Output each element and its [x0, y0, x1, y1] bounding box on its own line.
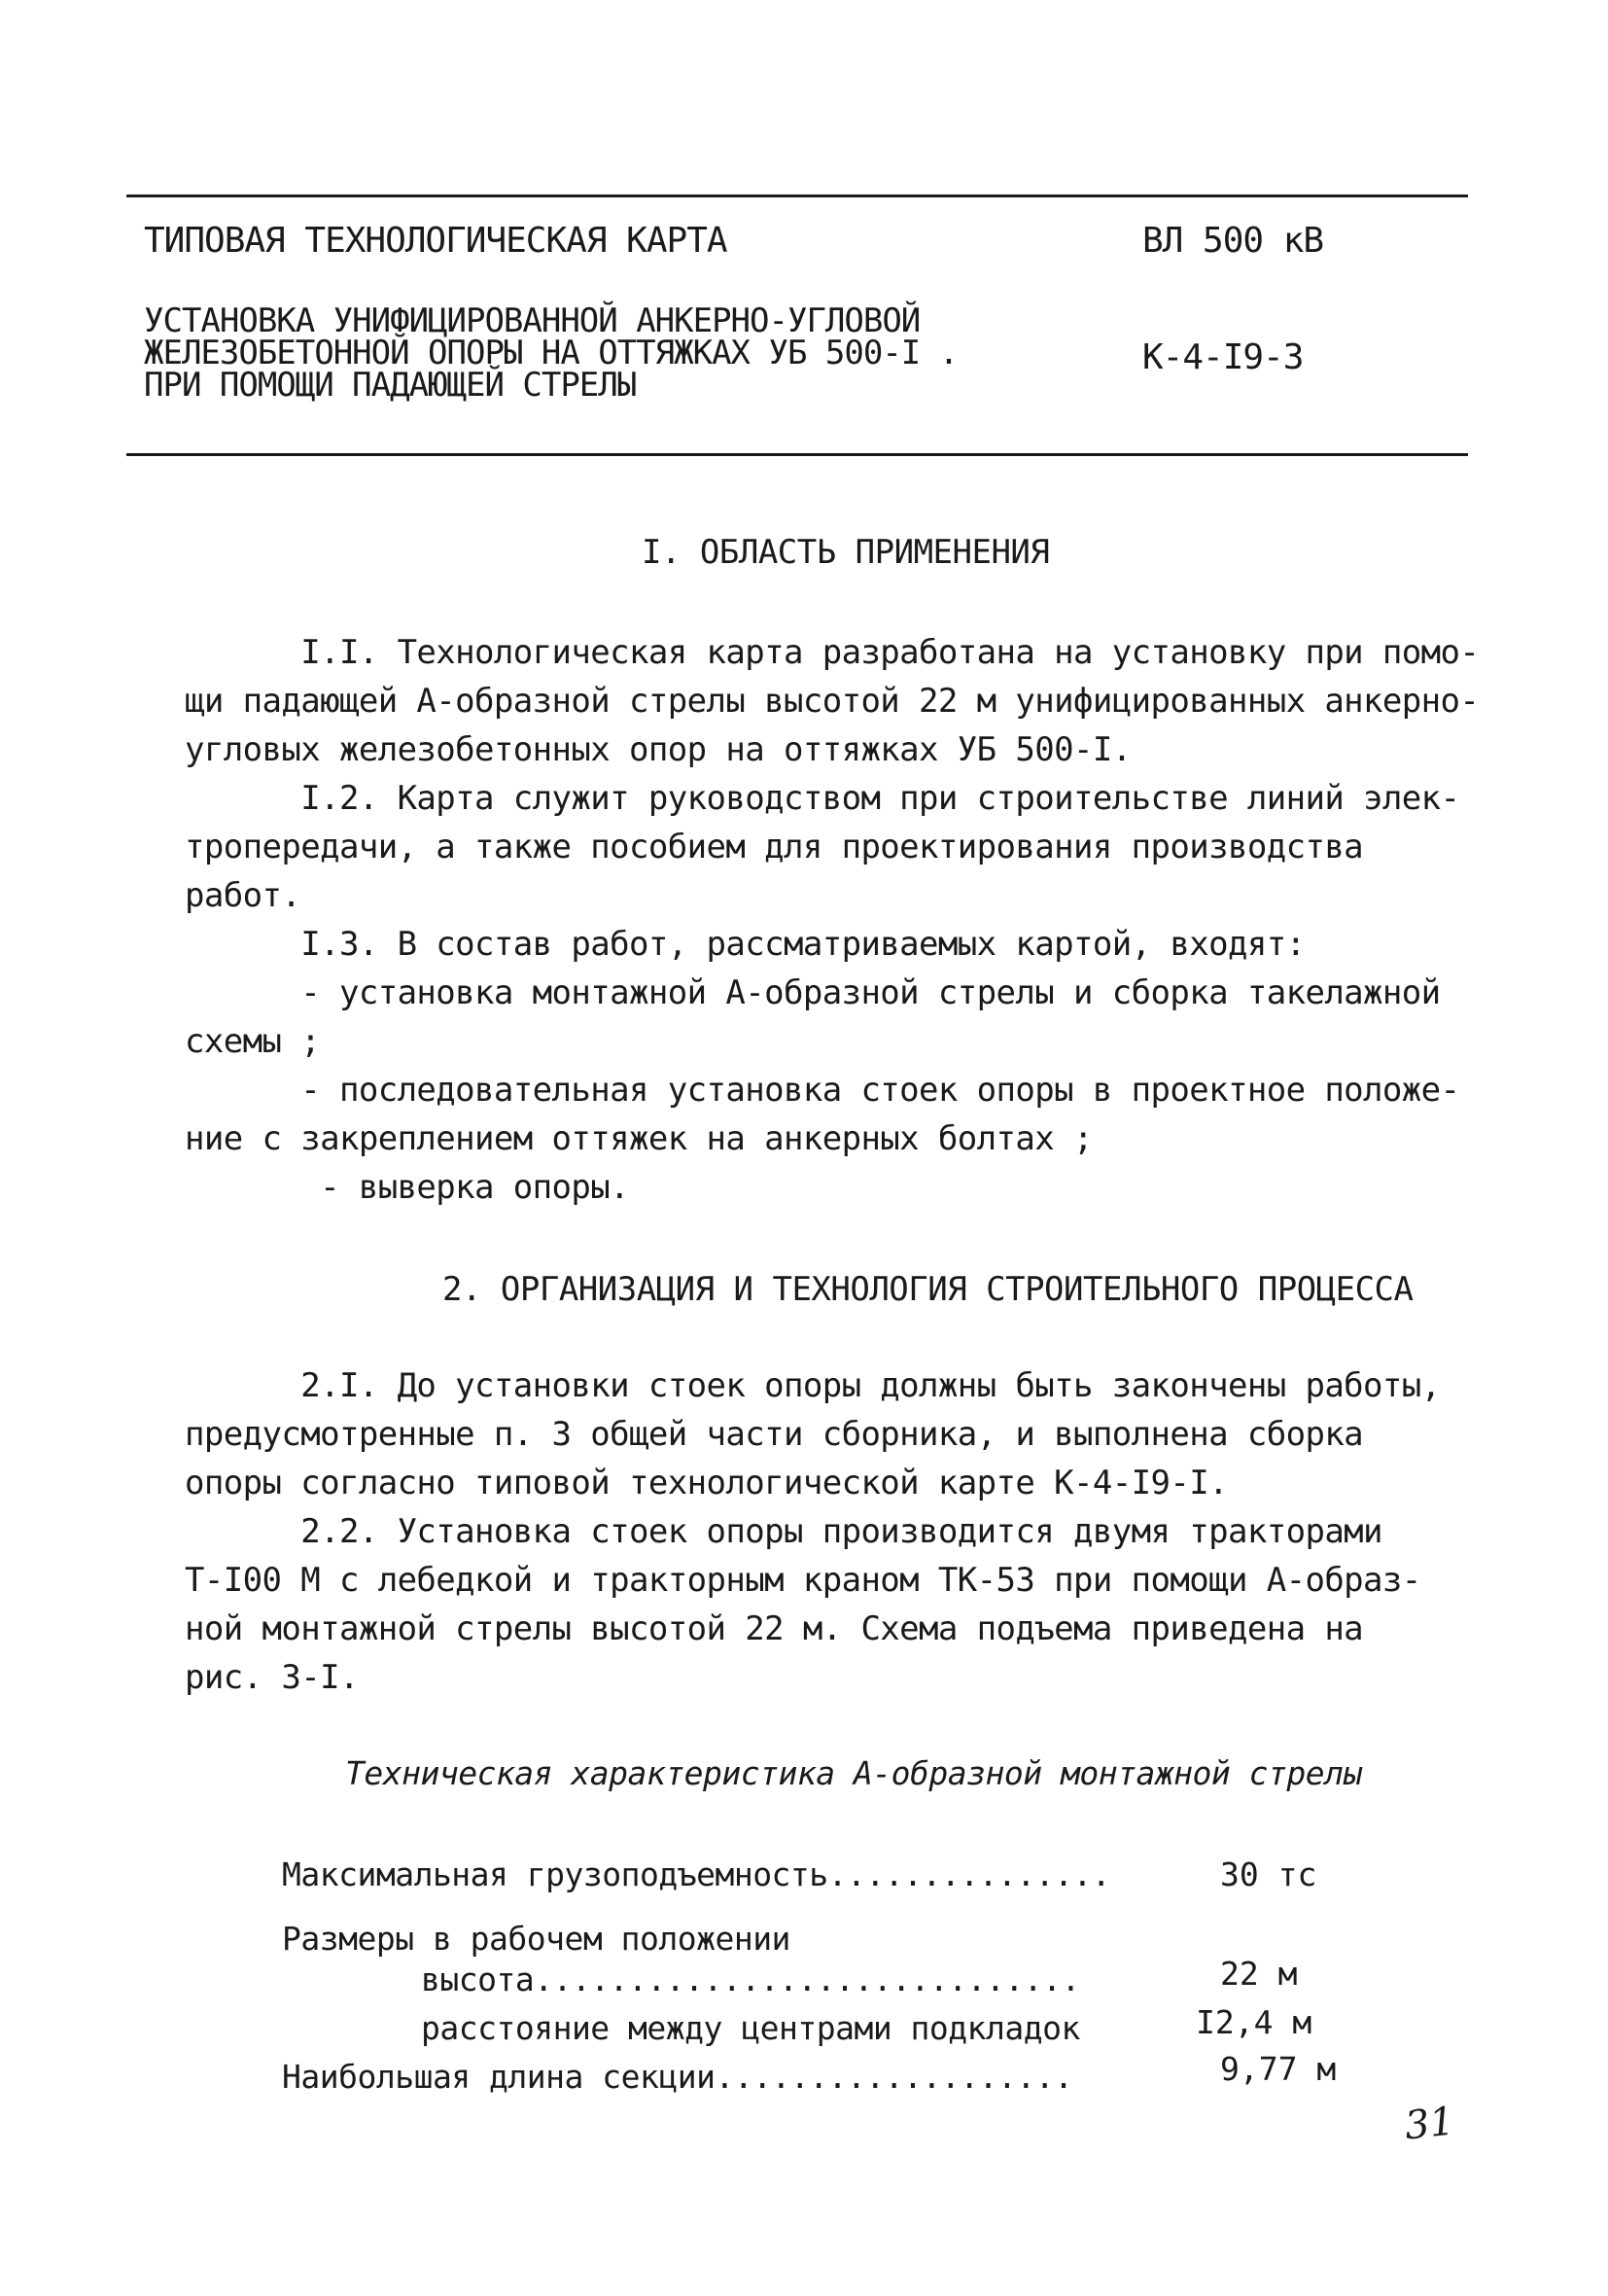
- header-bottom-rule: [126, 453, 1468, 456]
- text-line: I.I. Технологическая карта разработана на установку при помо-: [185, 633, 1480, 672]
- spec-label-section-length: Наибольшая длина секции...................: [282, 2058, 1073, 2096]
- header-top-rule: [126, 194, 1468, 197]
- card-type-title: ТИПОВАЯ ТЕХНОЛОГИЧЕСКАЯ КАРТА: [144, 221, 727, 261]
- text-line: I.2. Карта служит руководством при строительстве линий элек-: [185, 779, 1460, 818]
- card-subject: [144, 301, 959, 405]
- text-line: рис. 3-I.: [185, 1658, 359, 1697]
- spec-label-pad-distance: расстояние между центрами подкладок: [421, 2009, 1080, 2047]
- text-line: тропередачи, а также пособием для проектирования производства: [185, 828, 1364, 866]
- text-line: I.3. В состав работ, рассматриваемых картой, входят:: [185, 925, 1306, 964]
- spec-value-max-capacity: 30 тс: [1220, 1855, 1317, 1893]
- card-number: К-4-I9-3: [1142, 337, 1304, 377]
- text-line: предусмотренные п. 3 общей части сборника, и выполнена сборка: [185, 1415, 1364, 1454]
- card-subject-line: ПРИ ПОМОЩИ ПАДАЮЩЕЙ СТРЕЛЫ: [144, 366, 637, 405]
- text-line: ной монтажной стрелы высотой 22 м. Схема подъема приведена на: [185, 1609, 1364, 1648]
- text-line: - установка монтажной А-образной стрелы и сборка такелажной: [185, 973, 1441, 1012]
- text-line: работ.: [185, 876, 301, 915]
- section-2-heading: 2. ОРГАНИЗАЦИЯ И ТЕХНОЛОГИЯ СТРОИТЕЛЬНОГО ПРОЦЕССА: [442, 1270, 1414, 1309]
- spec-value-height: 22 м: [1220, 1955, 1298, 1993]
- card-subject-line: УСТАНОВКА УНИФИЦИРОВАННОЙ АНКЕРНО-УГЛОВОЙ: [144, 301, 921, 340]
- section-1-body: [185, 628, 1526, 1212]
- text-line: угловых железобетонных опор на оттяжках УБ 500-I.: [185, 730, 1132, 769]
- spec-label-height: высота.............................: [421, 1960, 1080, 1998]
- text-line: щи падающей А-образной стрелы высотой 22 м унифицированных анкерно-: [185, 682, 1480, 721]
- text-line: 2.2. Установка стоек опоры производится двумя тракторами: [185, 1512, 1382, 1551]
- text-line: 2.I. До установки стоек опоры должны быть закончены работы,: [185, 1366, 1441, 1405]
- spec-value-pad-distance: I2,4 м: [1196, 2003, 1312, 2041]
- text-line: опоры согласно типовой технологической карте К-4-I9-I.: [185, 1464, 1228, 1502]
- spec-value-section-length: 9,77 м: [1220, 2050, 1337, 2088]
- handwritten-page-number: 31: [1402, 2099, 1457, 2149]
- text-line: Т-I00 М с лебедкой и тракторным краном ТК-53 при помощи А-образ-: [185, 1561, 1421, 1600]
- tech-spec-heading: Техническая характеристика А-образной монтажной стрелы: [345, 1754, 1362, 1792]
- text-line: ние с закреплением оттяжек на анкерных болтах ;: [185, 1119, 1093, 1158]
- text-line: - выверка опоры.: [185, 1168, 630, 1207]
- section-2-body: [185, 1361, 1526, 1702]
- spec-label-working-dimensions: Размеры в рабочем положении: [282, 1920, 790, 1958]
- spec-label-max-capacity: Максимальная грузоподъемность...............: [282, 1855, 1111, 1893]
- line-voltage-code: ВЛ 500 кВ: [1142, 221, 1324, 261]
- section-1-heading: I. ОБЛАСТЬ ПРИМЕНЕНИЯ: [642, 533, 1050, 572]
- text-line: - последовательная установка стоек опоры в проектное положе-: [185, 1071, 1460, 1110]
- text-line: схемы ;: [185, 1022, 321, 1061]
- card-subject-line: ЖЕЛЕЗОБЕТОННОЙ ОПОРЫ НА ОТТЯЖКАХ УБ 500-I .: [144, 334, 959, 372]
